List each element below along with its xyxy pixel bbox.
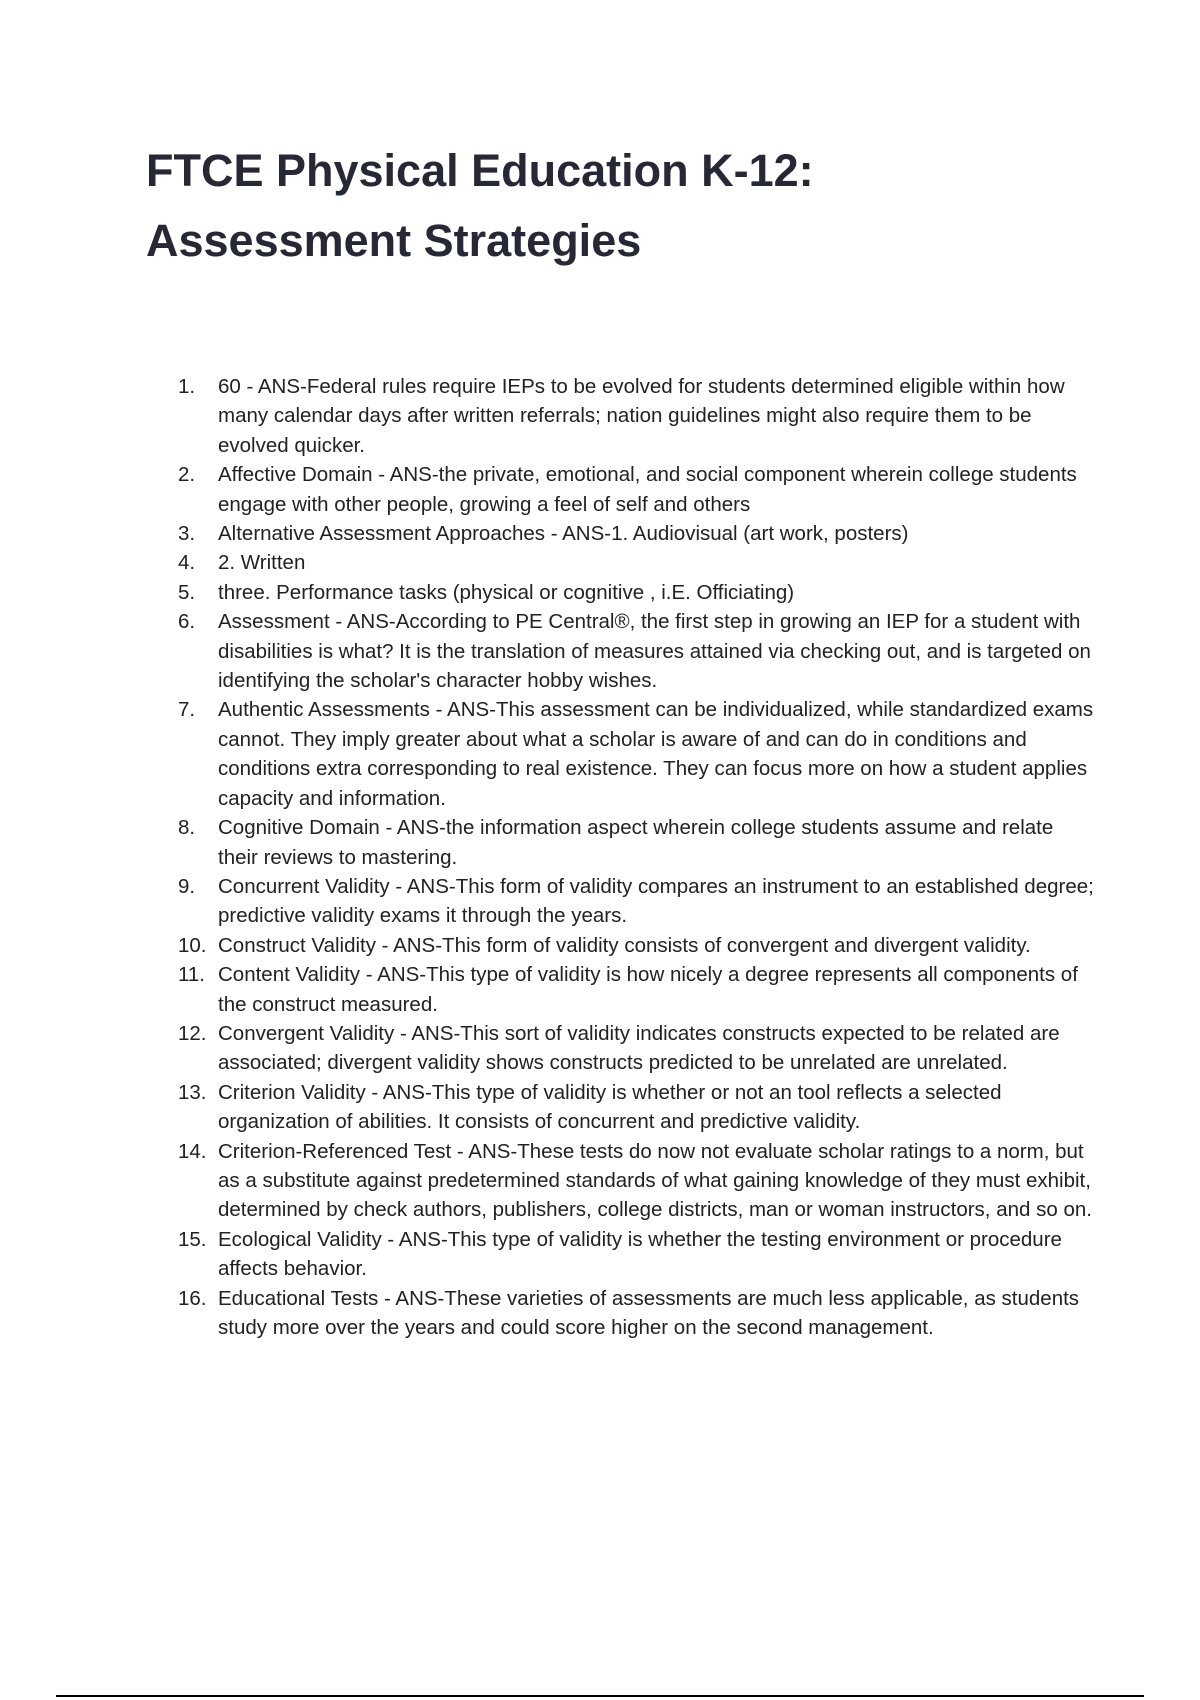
list-item-number: 12. (178, 1021, 207, 1045)
list-item (178, 872, 1098, 931)
question-answer-list (178, 372, 1098, 1342)
list-item-text: Convergent Validity - ANS-This sort of validity indicates constructs expected to be related are associated; divergent validity shows constructs predicted to be unrelated are unrelated. (218, 1021, 1060, 1075)
list-item-text: Ecological Validity - ANS-This type of validity is whether the testing environment or procedure affects behavior. (218, 1227, 1062, 1281)
list-item-number: 13. (178, 1080, 207, 1104)
list-item-number: 3. (178, 522, 196, 546)
list-item (178, 460, 1098, 519)
list-item (178, 695, 1098, 813)
list-item-number: 14. (178, 1139, 207, 1163)
list-item-number: 6. (178, 610, 196, 634)
list-item-text: Construct Validity - ANS-This form of validity consists of convergent and divergent validity. (218, 933, 1031, 957)
list-item-text: Assessment - ANS-According to PE Central®, the first step in growing an IEP for a student with disabilities is what? It is the translation of measures attained via checking out, and is targeted on identifying the scholar's character hobby wishes. (218, 610, 1091, 693)
list-item (178, 1284, 1098, 1343)
title-line-2: Assessment Strategies (146, 215, 642, 266)
list-item (178, 1225, 1098, 1284)
list-item-text: Concurrent Validity - ANS-This form of validity compares an instrument to an established degree; predictive validity exams it through the years. (218, 874, 1094, 928)
list-item-number: 16. (178, 1286, 207, 1310)
list-item-text: Educational Tests - ANS-These varieties of assessments are much less applicable, as students study more over the years and could score higher on the second management. (218, 1286, 1080, 1339)
list-item (178, 1137, 1098, 1225)
list-item (178, 813, 1098, 872)
list-item-text: 60 - ANS-Federal rules require IEPs to be evolved for students determined eligible within how many calendar days after written referrals; nation guidelines might also require them to be evolved quicker. (218, 375, 1065, 457)
list-item-text: Alternative Assessment Approaches - ANS-1. Audiovisual (art work, posters) (218, 522, 909, 546)
title-line-1: FTCE Physical Education K-12: (146, 145, 814, 196)
list-item (178, 1078, 1098, 1137)
list-item (178, 578, 1098, 607)
list-item-text: Content Validity - ANS-This type of validity is how nicely a degree represents all components of the construct measured. (218, 963, 1078, 1016)
list-item-text: Criterion-Referenced Test - ANS-These tests do now not evaluate scholar ratings to a norm, but as a substitute against predetermined standards of what gaining knowledge of they must exhibit, determined by check authors, publishers, college districts, man or woman instructors, and so on. (218, 1139, 1092, 1222)
list-item-number: 7. (178, 698, 196, 722)
list-item-number: 15. (178, 1227, 207, 1251)
page-title (146, 136, 1106, 276)
list-item-number: 10. (178, 933, 207, 957)
list-item-number: 4. (178, 551, 196, 575)
list-item-number: 1. (178, 375, 196, 398)
list-item-text: Criterion Validity - ANS-This type of validity is whether or not an tool reflects a selected organization of abilities. It consists of concurrent and predictive validity. (218, 1080, 1002, 1134)
list-item (178, 548, 1098, 577)
list-item-text: three. Performance tasks (physical or cognitive , i.E. Officiating) (218, 580, 795, 604)
list-item-number: 2. (178, 463, 196, 487)
list-item (178, 931, 1098, 960)
list-item-text: Affective Domain - ANS-the private, emotional, and social component wherein college students engage with other people, growing a feel of self and others (218, 463, 1077, 516)
list-item-number: 11. (178, 963, 205, 987)
list-item-number: 9. (178, 874, 196, 898)
list-item (178, 960, 1098, 1019)
list-item-text: Authentic Assessments - ANS-This assessment can be individualized, while standardized exams cannot. They imply greater about what a scholar is aware of and can do in conditions and conditions extra corresponding to real existence. They can focus more on how a student applies capacity and information. (218, 698, 1094, 810)
list-item (178, 1019, 1098, 1078)
list-item (178, 607, 1098, 695)
list-item-text: 2. Written (218, 551, 306, 575)
list-item (178, 519, 1098, 548)
list-item (178, 372, 1098, 460)
list-item-text: Cognitive Domain - ANS-the information aspect wherein college students assume and relate their reviews to mastering. (218, 816, 1054, 869)
list-item-number: 5. (178, 580, 196, 604)
footer-divider (56, 1695, 1144, 1697)
list-item-number: 8. (178, 816, 196, 840)
